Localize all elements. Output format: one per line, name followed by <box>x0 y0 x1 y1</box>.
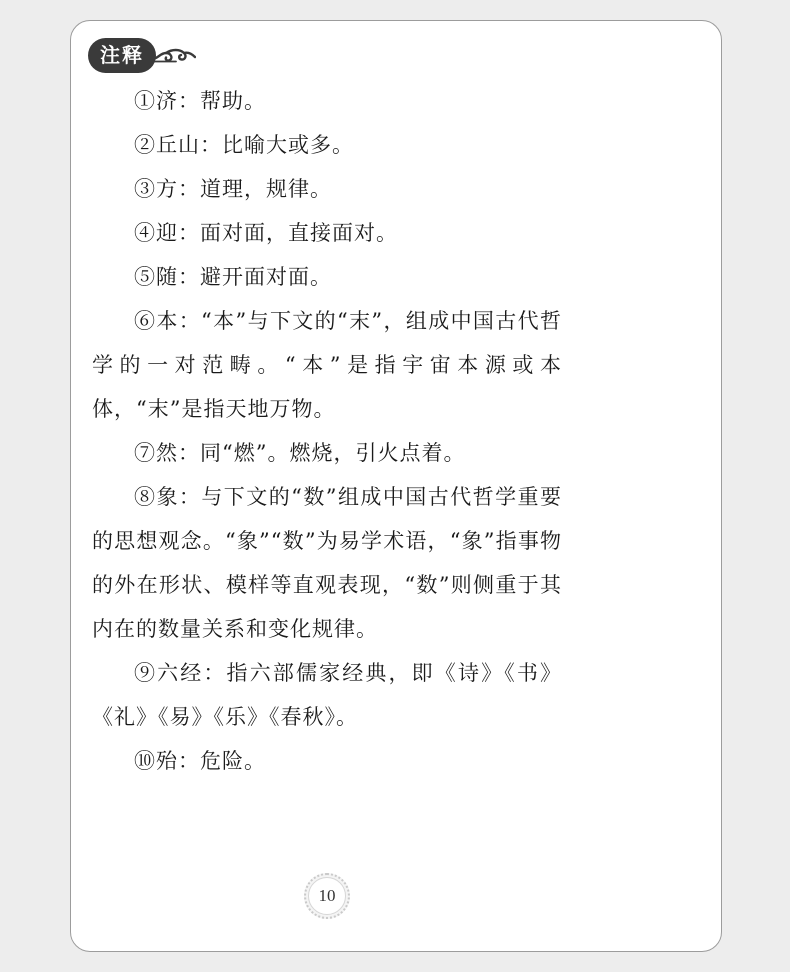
note-10: ⑩殆：危险。 <box>134 749 266 773</box>
section-header <box>88 36 196 74</box>
note-7: ⑦然：同“燃”。燃烧，引火点着。 <box>134 441 466 465</box>
note-4: ④迎：面对面，直接面对。 <box>134 221 398 245</box>
note-5: ⑤随：避开面对面。 <box>134 265 332 289</box>
note-8: ⑧象：与下文的“数”组成中国古代哲学重要的思想观念。“象”“数”为易学术语，“象”指事物的外在形状、模样等直观表现，“数”则侧重于其内在的数量关系和变化规律。 <box>92 485 562 641</box>
note-3: ③方：道理，规律。 <box>134 177 332 201</box>
cloud-swirl-icon <box>150 44 196 66</box>
notes-list <box>92 79 562 783</box>
note-2: ②丘山：比喻大或多。 <box>134 133 354 157</box>
page-number: 10 <box>308 877 346 915</box>
circle-frame-icon <box>304 873 350 919</box>
note-6: ⑥本：“本”与下文的“末”，组成中国古代哲学的一对范畴。“本”是指宇宙本源或本体，“末”是指天地万物。 <box>92 309 562 421</box>
note-1: ①济：帮助。 <box>134 89 266 113</box>
note-9: ⑨六经：指六部儒家经典，即《诗》《书》《礼》《易》《乐》《春秋》。 <box>92 661 562 729</box>
section-title-badge: 注释 <box>88 38 156 73</box>
